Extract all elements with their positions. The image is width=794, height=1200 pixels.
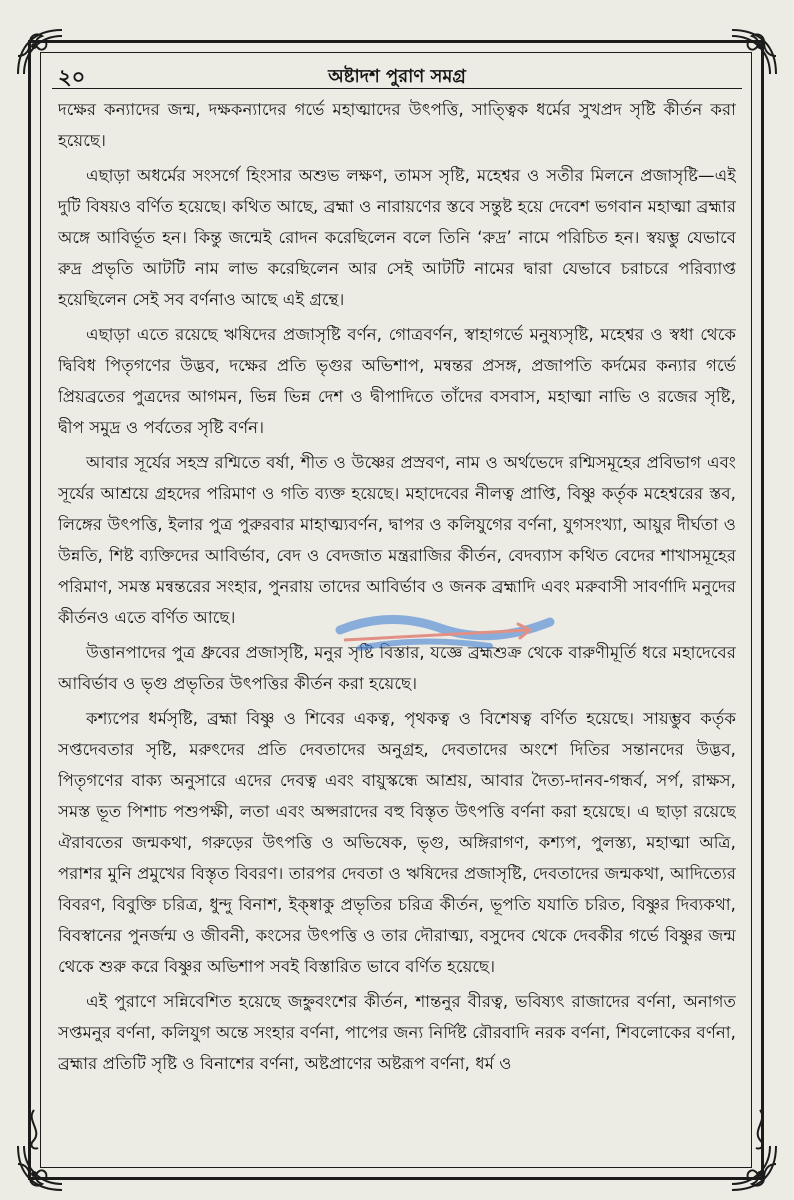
body-text: [58, 94, 736, 1158]
side-ornament-icon: [750, 1108, 770, 1152]
page-number: ২০: [58, 64, 86, 89]
paragraph: এছাড়া এতে রয়েছে ঋষিদের প্রজাসৃষ্টি বর্ণন, গোত্রবর্ণন, স্বাহাগর্ভে মনুষ্যসৃষ্টি, মহেশ্বর ও স্বধা থেকে দ্বিবিধ পিতৃগণের উদ্ভব, দক্ষের প্রতি ভৃগুর অভিশাপ, মন্বন্তর প্রসঙ্গ, প্রজাপতি কর্দমের কন্যার গর্ভে প্রিয়ব্রতের পুত্রদের আগমন, ভিন্ন ভিন্ন দেশ ও দ্বীপাদিতে তাঁদের বসবাস, মহাত্মা নাভি ও রজের সৃষ্টি, দ্বীপ সমুদ্র ও পর্বতের সৃষ্টি বর্ণন।: [58, 325, 736, 437]
paragraph: দক্ষের কন্যাদের জন্ম, দক্ষকন্যাদের গর্ভে মহাত্মাদের উৎপত্তি, সাত্ত্বিক ধর্মের সুখপ্রদ সৃষ্টি কীর্তন করা হয়েছে।: [58, 100, 736, 150]
paragraph: উত্তানপাদের পুত্র ধ্রুবের প্রজাসৃষ্টি, মনুর সৃষ্টি বিস্তার, যজ্ঞে ব্রহ্মশুক্র থেকে বারুণীমূর্তি ধরে মহাদেবের আবির্ভাব ও ভৃগু প্রভৃতির উৎপত্তির কীর্তন করা হয়েছে।: [58, 643, 736, 693]
paragraph: এছাড়া অধর্মের সংসর্গে হিংসার অশুভ লক্ষণ, তামস সৃষ্টি, মহেশ্বর ও সতীর মিলনে প্রজাসৃষ্টি—এই দুটি বিষয়ও বর্ণিত হয়েছে। কথিত আছে, ব্রহ্মা ও নারায়ণের স্তবে সন্তুষ্ট হয়ে দেবেশ ভগবান মহাত্মা ব্রহ্মার অঙ্গে আবির্ভূত হন। কিন্তু জন্মেই রোদন করেছিলেন বলে তিনি ‘রুদ্র’ নামে পরিচিত হন। স্বয়ম্ভু যেভাবে রুদ্র প্রভৃতি আটটি নাম লাভ করেছিলেন আর সেই আটটি নামের দ্বারা যেভাবে চরাচরে পরিব্যাপ্ত হয়েছিলেন সেই সব বর্ণনাও আছে এই গ্রন্থে।: [58, 166, 736, 309]
paragraph: এই পুরাণে সন্নিবেশিত হয়েছে জহ্নুবংশের কীর্তন, শান্তনুর বীরত্ব, ভবিষ্যৎ রাজাদের বর্ণনা, অনাগত সপ্তমনুর বর্ণনা, কলিযুগ অন্তে সংহার বর্ণনা, পাপের জন্য নির্দিষ্ট রৌরবাদি নরক বর্ণনা, শিবলোকের বর্ণনা, ব্রহ্মার প্রতিটি সৃষ্টি ও বিনাশের বর্ণনা, অষ্টপ্রাণের অষ্টরূপ বর্ণনা, ধর্ম ও: [58, 992, 736, 1073]
running-header: [52, 58, 742, 89]
paragraph: আবার সূর্যের সহস্র রশ্মিতে বর্ষা, শীত ও উষ্ণের প্রস্রবণ, নাম ও অর্থভেদে রশ্মিসমূহের প্রবিভাগ এবং সূর্যের আশ্রয়ে গ্রহদের পরিমাণ ও গতি ব্যক্ত হয়েছে। মহাদেবের নীলত্ব প্রাপ্তি, বিষ্ণু কর্তৃক মহেশ্বরের স্তব, লিঙ্গের উৎপত্তি, ইলার পুত্র পুরুরবার মাহাত্ম্যবর্ণন, দ্বাপর ও কলিযুগের বর্ণনা, যুগসংখ্যা, আয়ুর দীর্ঘতা ও উন্নতি, শিষ্ট ব্যক্তিদের আবির্ভাব, বেদ ও বেদজাত মন্ত্ররাজির কীর্তন, বেদব্যাস কথিত বেদের শাখাসমূহের পরিমাণ, সমস্ত মন্বন্তরের সংহার, পুনরায় তাদের আবির্ভাব ও জনক ব্রহ্মাদি এবং মরুবাসী সাবর্ণাদি মনুদের কীর্তনও এতে বর্ণিত আছে।: [58, 453, 736, 627]
paragraph: কশ্যপের ধর্মসৃষ্টি, ব্রহ্মা বিষ্ণু ও শিবের একত্ব, পৃথকত্ব ও বিশেষত্ব বর্ণিত হয়েছে। সায়ম্ভুব কর্তৃক সপ্তদেবতার সৃষ্টি, মরুৎদের প্রতি দেবতাদের অনুগ্রহ, দেবতাদের অংশে দিতির সন্তানদের উদ্ভব, পিতৃগণের বাক্য অনুসারে এদের দেবত্ব এবং বায়ুস্কন্ধে আশ্রয়, আবার দৈত্য-দানব-গন্ধর্ব, সর্প, রাক্ষস, সমস্ত ভূত পিশাচ পশুপক্ষী, লতা এবং অপ্সরাদের বহু বিস্তৃত উৎপত্তি বর্ণনা করা হয়েছে। এ ছাড়া রয়েছে ঐরাবতের জন্মকথা, গরুড়ের উৎপত্তি ও অভিষেক, ভৃগু, অঙ্গিরাগণ, কশ্যপ, পুলস্ত্য, মহাত্মা অত্রি, পরাশর মুনি প্রমুখের বিস্তৃত বিবরণ। তারপর দেবতা ও ঋষিদের প্রজাসৃষ্টি, দেবতাদের জন্মকথা, আদিত্যের বিবরণ, বিবুক্তি চরিত্র, ধুন্দু বিনাশ, ইক্ষ্বাকু প্রভৃতির চরিত্র কীর্তন, ভূপতি যযাতি চরিত, বিষ্ণুর দিব্যকথা, বিবস্বানের পুনর্জন্ম ও জীবনী, কংসের উৎপত্তি ও তার দৌরাত্ম্য, বসুদেব থেকে দেবকীর গর্ভে বিষ্ণুর জন্ম থেকে শুরু করে বিষ্ণুর অভিশাপ সবই বিস্তারিত ভাবে বর্ণিত হয়েছে।: [58, 709, 736, 976]
book-title: অষ্টাদশ পুরাণ সমগ্র: [328, 66, 466, 87]
side-ornament-icon: [24, 1108, 44, 1152]
